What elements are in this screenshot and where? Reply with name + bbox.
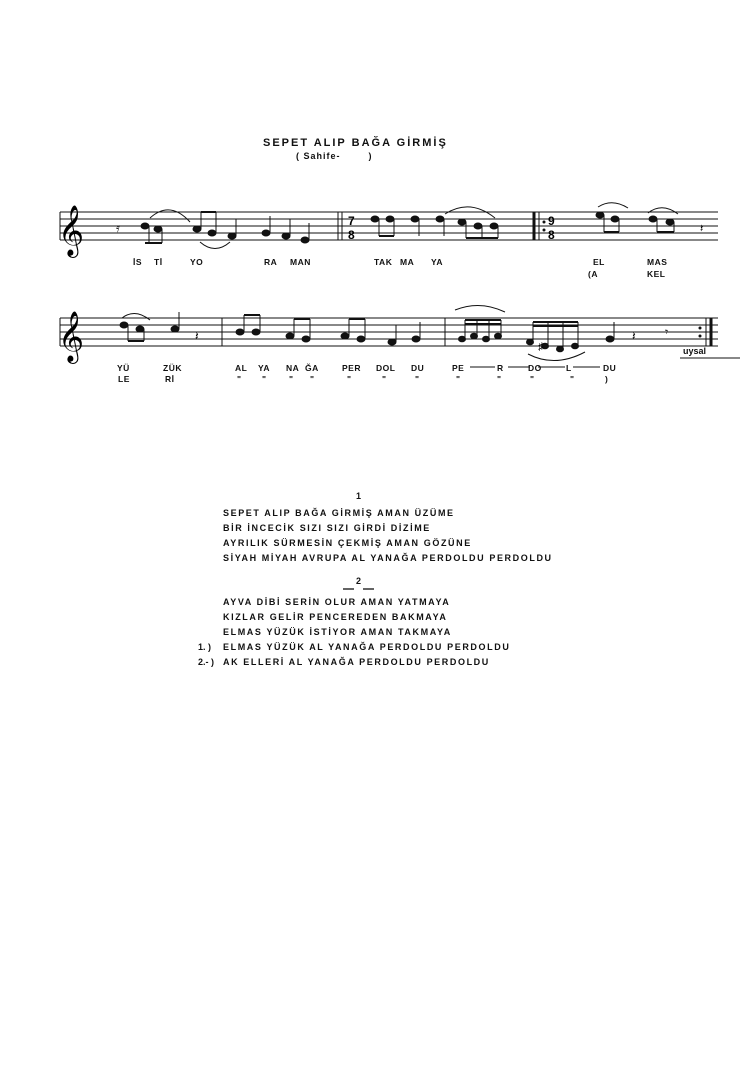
treble-clef-icon: 𝄞 [58, 205, 85, 256]
lyric-syllable: DU [603, 363, 617, 373]
ditto-mark: " [237, 374, 242, 384]
refrain-line: ELMAS YÜZÜK AL YANAĞA PERDOLDU PERDOLDU [223, 642, 511, 652]
svg-text:𝄽: 𝄽 [700, 223, 704, 235]
lyric-syllable: ĞA [305, 363, 319, 373]
refrain-label: 2.- ) [198, 657, 215, 667]
lyric-alt-syllable: KEL [647, 269, 666, 279]
time-sig-9-8-bottom: 8 [548, 228, 555, 242]
lyric-syllable: TAK [374, 257, 393, 267]
svg-text:𝄽: 𝄽 [195, 329, 199, 343]
lyric-syllable: MA [400, 257, 415, 267]
verse-line: AYVA DİBİ SERİN OLUR AMAN YATMAYA [223, 597, 451, 607]
refrain-label: 1. ) [198, 642, 212, 652]
lyric-syllable: PE [452, 363, 465, 373]
svg-text:𝄿: 𝄿 [116, 221, 120, 236]
ditto-mark: " [382, 374, 387, 384]
lyric-syllable: RA [264, 257, 278, 267]
svg-text:♯: ♯ [538, 341, 544, 353]
page-reference: ( Sahife- ) [296, 151, 373, 161]
time-sig-7-8-top: 7 [348, 214, 355, 228]
lyric-syllable: NA [286, 363, 300, 373]
verse-line: SİYAH MİYAH AVRUPA AL YANAĞA PERDOLDU PERDOLDU [223, 553, 553, 563]
ditto-mark: " [456, 374, 461, 384]
music-notation [0, 0, 750, 420]
ditto-mark: " [289, 374, 294, 384]
lyric-alt-syllable: (A [588, 269, 598, 279]
ditto-mark: " [497, 374, 502, 384]
lyric-alt-syllable: Rİ [165, 374, 175, 384]
lyric-syllable: İS [133, 257, 143, 267]
ditto-mark: " [415, 374, 420, 384]
ditto-mark: " [347, 374, 352, 384]
refrain-line: AK ELLERİ AL YANAĞA PERDOLDU PERDOLDU [223, 657, 490, 667]
lyric-syllable: EL [593, 257, 605, 267]
svg-text:𝄾: 𝄾 [665, 325, 669, 339]
ditto-mark: ) [605, 374, 609, 384]
lyric-syllable: PER [342, 363, 361, 373]
ditto-mark: " [310, 374, 315, 384]
verse-line: AYRILIK SÜRMESİN ÇEKMİŞ AMAN GÖZÜNE [223, 538, 472, 548]
lyric-syllable: AL [235, 363, 248, 373]
lyric-syllable: YO [190, 257, 204, 267]
lyric-syllable: Tİ [154, 257, 163, 267]
treble-clef-icon-2: 𝄞 [58, 311, 85, 362]
lyric-syllable: MAS [647, 257, 668, 267]
time-sig-9-8-top: 9 [548, 214, 555, 228]
lyric-syllable: YÜ [117, 363, 130, 373]
arranger-credit: uysal [683, 346, 707, 356]
lyric-syllable: L [566, 363, 572, 373]
lyric-alt-syllable: LE [118, 374, 130, 384]
lyric-syllable: ZÜK [163, 363, 182, 373]
verse-number: 1 [356, 491, 362, 501]
time-sig-7-8-bottom: 8 [348, 228, 355, 242]
ditto-mark: " [530, 374, 535, 384]
song-title: SEPET ALIP BAĞA GİRMİŞ [263, 137, 448, 149]
verse-line: SEPET ALIP BAĞA GİRMİŞ AMAN ÜZÜME [223, 508, 455, 518]
lyric-syllable: DU [411, 363, 425, 373]
verse-line: BİR İNCECİK SIZI SIZI GİRDİ DİZİME [223, 523, 431, 533]
lyric-syllable: YA [431, 257, 444, 267]
lyric-syllable: R [497, 363, 504, 373]
ditto-mark: " [262, 374, 267, 384]
svg-text:𝄽: 𝄽 [632, 329, 636, 343]
lyric-syllable: MAN [290, 257, 311, 267]
verse-line: KIZLAR GELİR PENCEREDEN BAKMAYA [223, 612, 448, 622]
lyric-syllable: DOL [376, 363, 396, 373]
ditto-mark: " [570, 374, 575, 384]
verse-number: 2 [356, 576, 362, 586]
lyric-syllable: YA [258, 363, 271, 373]
lyric-syllable: DO [528, 363, 542, 373]
verse-line: ELMAS YÜZÜK İSTİYOR AMAN TAKMAYA [223, 627, 452, 637]
